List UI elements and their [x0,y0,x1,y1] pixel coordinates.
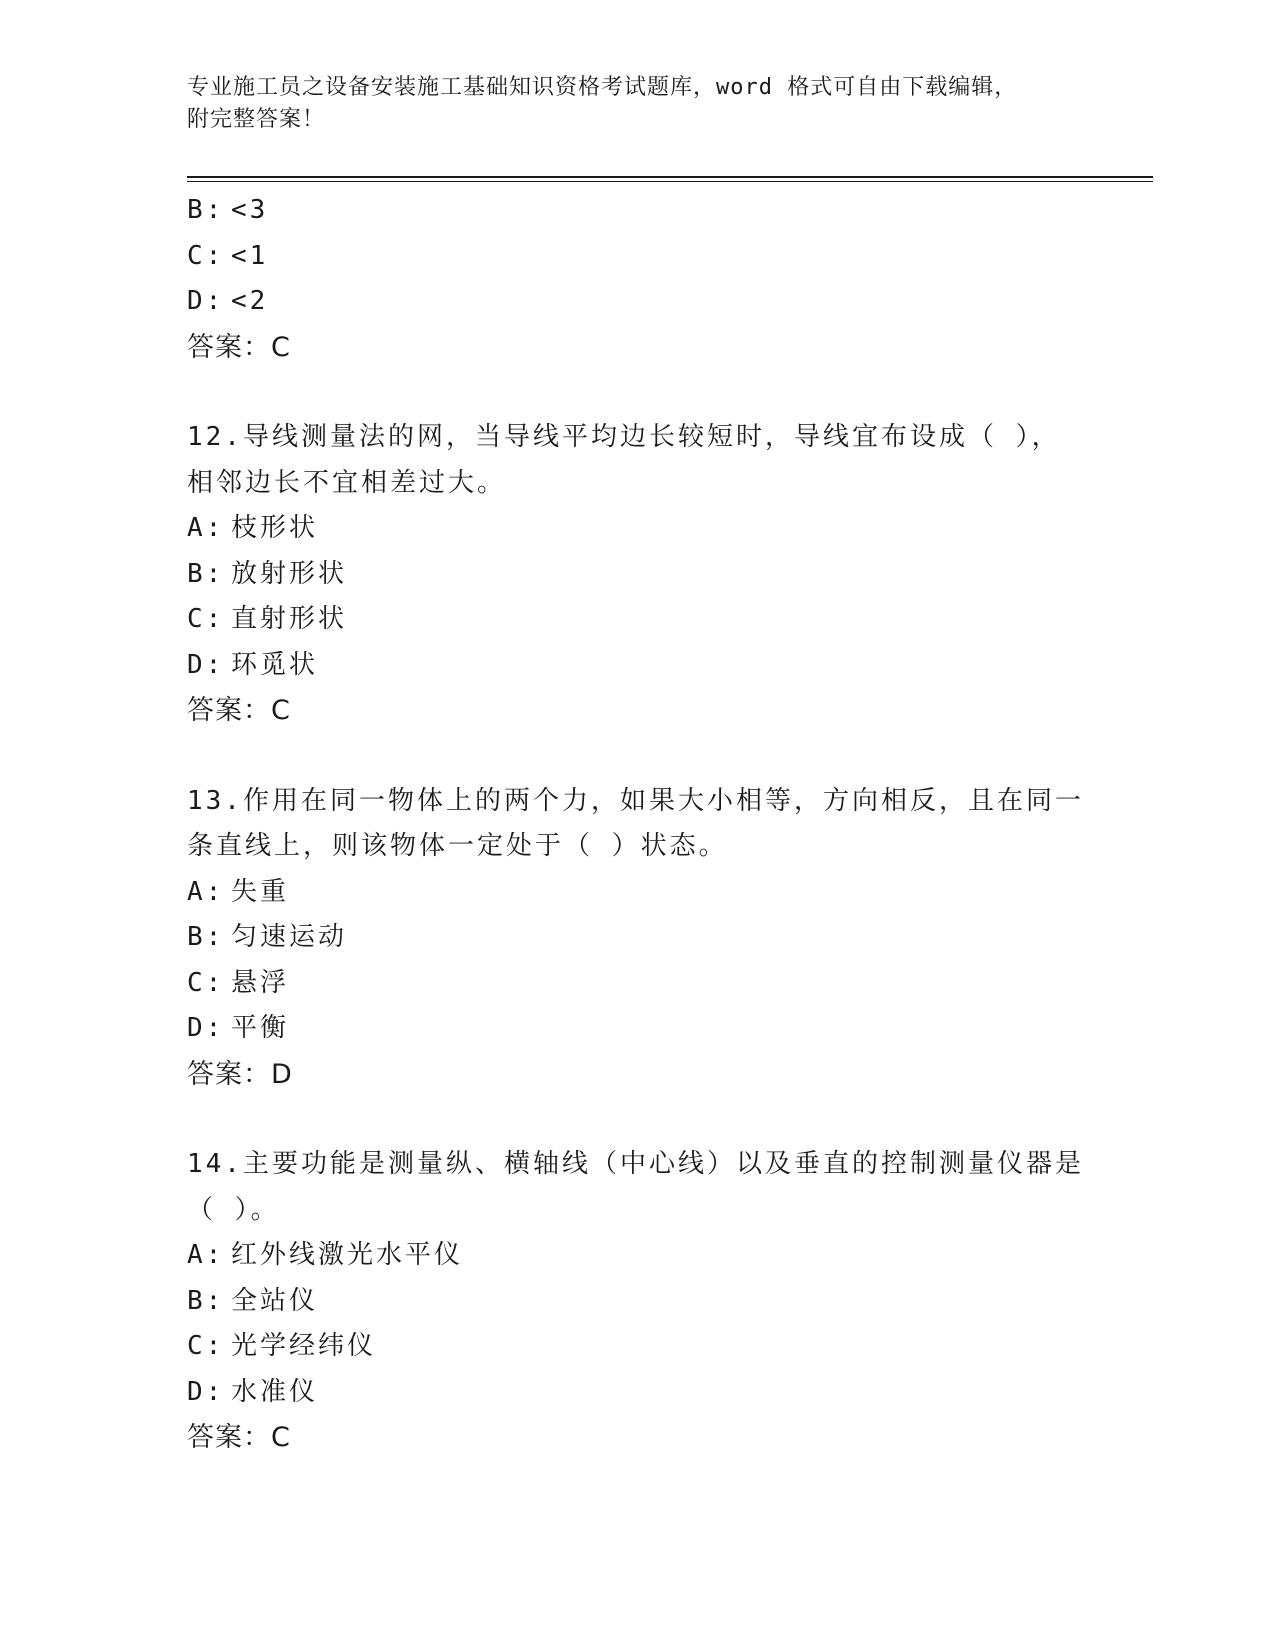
option-b [187,188,1087,234]
option-text: <3 [231,195,269,225]
option-text: 悬浮 [231,967,290,998]
question-stem-line-1: 14.主要功能是测量纵、横轴线（中心线）以及垂直的控制测量仪器是 [187,1149,1084,1179]
header-title-line-2: 附完整答案！ [187,107,326,132]
option-letter: C: [187,967,225,998]
option-letter: A: [187,876,225,907]
option-b [187,1279,1087,1325]
option-d [187,279,1087,325]
option-c [187,961,1087,1007]
option-b [187,552,1087,598]
answer-line: 答案：C [187,1422,291,1453]
question-stem-line-2: （ ）。 [187,1194,280,1225]
option-d [187,643,1087,689]
option-c [187,1324,1087,1370]
option-letter: C: [187,604,225,634]
spacer [187,1097,1087,1142]
option-letter: C: [187,1331,225,1361]
prev-question-block [187,188,1087,370]
option-c [187,597,1087,643]
option-d [187,1370,1087,1416]
option-letter: D: [187,286,225,316]
option-text: 全站仪 [231,1285,319,1316]
option-a [187,506,1087,552]
option-letter: A: [187,1240,225,1270]
spacer [187,370,1087,415]
spacer [187,734,1087,779]
question-13-block [187,779,1087,1098]
option-letter: D: [187,1376,225,1407]
option-letter: B: [187,1285,225,1316]
option-text: <2 [231,286,269,316]
question-12-block [187,415,1087,734]
option-text: 平衡 [231,1013,290,1043]
option-text: 环觅状 [231,649,319,680]
question-stem-line-1: 12.导线测量法的网，当导线平均边长较短时，导线宜布设成（ ）， [187,422,1061,452]
page-header [187,72,1087,136]
option-text: <1 [231,240,269,271]
answer-line: 答案：C [187,695,291,726]
option-letter: B: [187,195,225,225]
option-text: 失重 [231,876,290,907]
header-title-line-1: 专业施工员之设备安装施工基础知识资格考试题库，word 格式可自由下载编辑， [187,75,1018,100]
option-text: 红外线激光水平仪 [231,1240,464,1270]
option-letter: C: [187,240,225,271]
option-text: 匀速运动 [231,922,348,952]
option-a [187,870,1087,916]
question-stem-line-2: 相邻边长不宜相差过大。 [187,467,507,498]
option-text: 水准仪 [231,1376,319,1407]
option-text: 枝形状 [231,513,319,543]
header-rule-thick [187,176,1153,178]
answer-line: 答案：D [187,1058,293,1090]
question-14-block [187,1142,1087,1461]
option-b [187,915,1087,961]
option-letter: A: [187,513,225,543]
option-letter: B: [187,922,225,952]
option-d [187,1006,1087,1052]
option-a [187,1233,1087,1279]
option-text: 直射形状 [231,604,348,634]
answer-line: 答案：C [187,331,291,363]
option-letter: D: [187,1013,225,1043]
option-letter: B: [187,558,225,589]
option-c [187,234,1087,280]
option-text: 光学经纬仪 [231,1331,377,1361]
question-content [187,188,1087,1461]
question-stem-line-2: 条直线上，则该物体一定处于（ ）状态。 [187,831,728,861]
header-rule-thin [187,181,1153,182]
option-letter: D: [187,649,225,680]
question-stem-line-1: 13.作用在同一物体上的两个力，如果大小相等，方向相反，且在同一 [187,785,1084,816]
option-text: 放射形状 [231,558,348,589]
